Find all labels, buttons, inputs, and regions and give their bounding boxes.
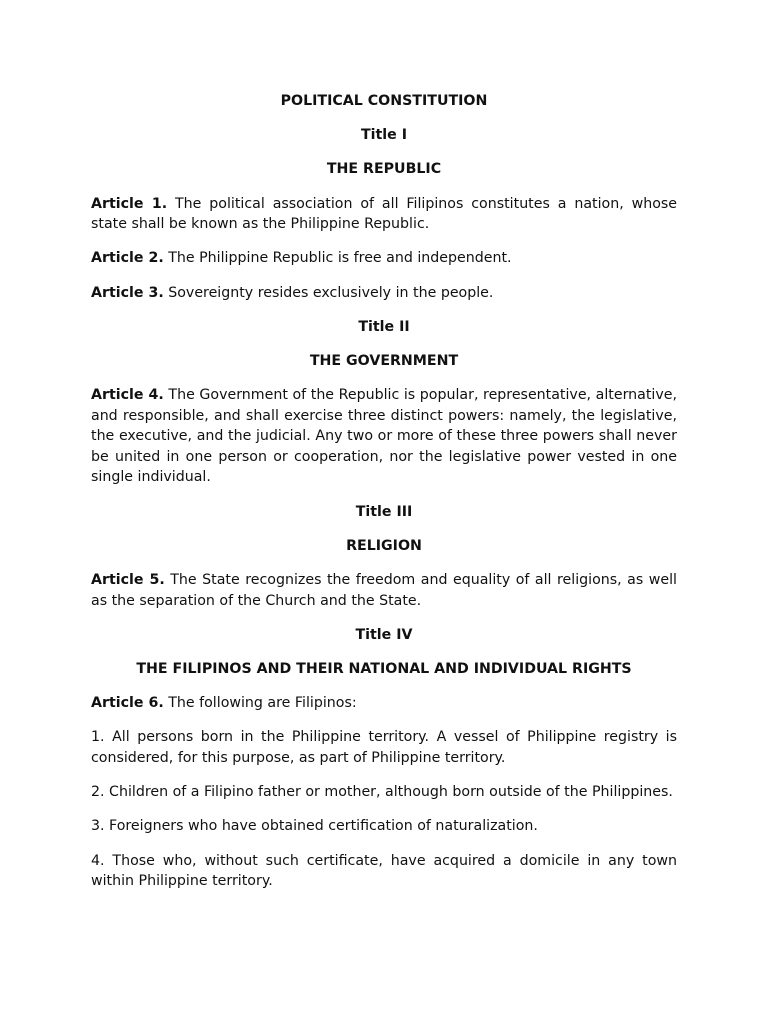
article-text: The Government of the Republic is popular, representative, alternative, and responsible, and shall exercise three distinct powers: namely, the legislative, the executive, and the judicial. Any two or more of these three powers shall never be united in one person or cooperation, nor the legislative power vested in one single individual. [91,387,678,486]
article-1 [91,194,677,235]
list-item: 1. All persons born in the Philippine territory. A vessel of Philippine registry is considered, for this purpose, as part of Philippine territory. [91,729,677,766]
article-5 [91,570,677,611]
title-name: THE FILIPINOS AND THEIR NATIONAL AND INDIVIDUAL RIGHTS [136,661,632,677]
article-text: The following are Filipinos: [168,695,357,712]
article-label: Article 5. [91,572,165,589]
title-heading: Title I [360,127,408,144]
title-name: RELIGION [346,537,422,554]
article-label: Article 2. [91,250,164,267]
article-2 [91,248,677,269]
list-item: 4. Those who, without such certificate, have acquired a domicile in any town within Philippine territory. [91,852,677,890]
article-text: Sovereignty resides exclusively in the people. [168,284,494,301]
article-label: Article 1. [91,195,168,212]
title-name: THE GOVERNMENT [309,352,459,369]
article-6 [91,693,677,714]
title-name: THE REPUBLIC [326,161,442,178]
title-heading: Title II [358,318,410,335]
article-3 [91,283,677,304]
article-label: Article 4. [91,387,164,404]
title-heading: Title IV [355,626,413,643]
article-text: The Philippine Republic is free and independent. [168,250,512,267]
article-4 [91,385,677,488]
article-text: The political association of all Filipinos constitutes a nation, whose state shall be known as the Philippine Republic. [91,195,678,233]
article-label: Article 6. [91,695,164,712]
document-page [91,91,677,905]
article-label: Article 3. [91,284,164,301]
list-item: 3. Foreigners who have obtained certification of naturalization. [91,818,538,835]
title-heading: Title III [355,503,413,520]
document-title: POLITICAL CONSTITUTION [280,93,488,109]
article-text: The State recognizes the freedom and equality of all religions, as well as the separation of the Church and the State. [91,572,677,609]
list-item: 2. Children of a Filipino father or mother, although born outside of the Philippines. [91,784,673,801]
